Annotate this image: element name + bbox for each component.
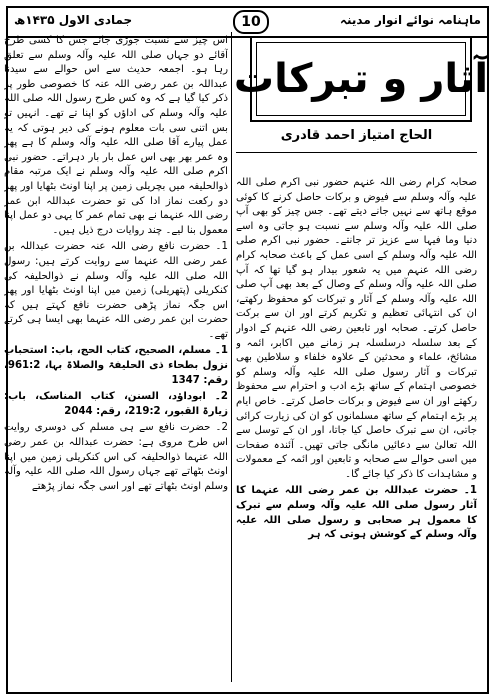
title-frame (233, 36, 489, 122)
magazine-name: ماہنامہ نوائے انوار مدینہ (339, 13, 481, 27)
left-column (4, 34, 228, 682)
paragraph: 2۔ حضرت نافع سے ہی مسلم کی دوسری روایت اس طرح مروی ہے: حضرت عبداللہ بن عمر رضی اللہ عنہما ذوالحلیفہ کی اس کنکریلی زمین میں اپنا اونٹ بٹھاتے تھے جہاں رسول اللہ صلی اللہ علیہ وآلہ وسلم اونٹ بٹھاتے تھے اور اسی جگہ نماز پڑھتے (4, 422, 228, 492)
reference: 1۔ مسلم، الصحیح، کتاب الحج، باب: استحباب نزول بطحاء ذی الحلیفۃ والصلاۃ بہا، 961:2، رقم: 1347 (4, 345, 228, 386)
column-divider (231, 32, 232, 682)
page-number: 10 (233, 10, 269, 34)
article-title: آثار و تبرکات (233, 56, 489, 102)
author-divider (236, 152, 477, 153)
paragraph: 1۔ حضرت نافع رضی اللہ عنہ حضرت عبداللہ بن عمر رضی اللہ عنہما سے روایت کرتے ہیں: رسول اللہ صلی اللہ علیہ وآلہ وسلم نے ذوالحلیفہ کی کنکریلی (پتھریلی) زمین میں اپنا اونٹ بٹھایا اور پھر اس جگہ نماز پڑھی حضرت نافع کہتے ہیں کہ حضرت ابن عمر رضی اللہ عنہما بھی ایسا ہی کرتے تھے۔ (4, 241, 228, 340)
article-author: الحاج امتیاز احمد قادری (280, 128, 433, 143)
paragraph: اس چیز سے نسبت جوڑی جائے جس کا کسی طرح آقائے دو جہاں صلی اللہ علیہ وآلہ وسلم سے تعلق رہا ہو۔ اجمعہ حدیث سے اس حوالے سے سیدنا عبداللہ بن عمر رضی اللہ عنہ کا خصوصی طور پر ذکر کیا گیا ہے کہ وہ کس طرح رسول اللہ صلی اللہ علیہ وآلہ وسلم کی اداؤں کو اپنا تے تھے۔ انہیں تو بس اتنی سی بات معلوم ہونے کی دیر ہوتی کہ یہ عمل پیارے آقا صلی اللہ علیہ وآلہ وسلم کا ہے پھر وہ عمر بھر بھی اس عمل بار بار دہراتے۔ حضور نبی اکرم صلی اللہ علیہ وآلہ وسلم نے ایک مرتبہ مقام ذوالحلیفہ میں بچریلی زمین پر اپنا اونٹ بٹھایا اور پھر دو رکعت نماز ادا کی تو حضرت عبداللہ ابن عمر رضی اللہ عنہما نے بھی تمام عمر کا یہی دو عمل اپنا معمول بنا لیے۔ چند روایات درج ذیل ہیں۔ (4, 35, 228, 236)
paragraph: صحابہ کرام رضی اللہ عنہم حضور نبی اکرم صلی اللہ علیہ وآلہ وسلم سے فیوض و برکات حاصل کرنے کا کوئی موقع ہاتھ سے نہیں جانے دیتے تھے۔ جس چیز کو بھی آپ صلی اللہ علیہ وآلہ وسلم سے نسبت ہو جاتی وہ اسے دنیا وما فیہا سے عزیز تر جانتے۔ حضور نبی اکرم صلی اللہ علیہ وآلہ وسلم کے اسی عمل کے باعث صحابہ کرام رضی اللہ عنہم میں یہ شعور بیدار ہو گیا تھا کہ آپ صلی اللہ علیہ وآلہ وسلم کے وصال کے بعد بھی آپ صلی اللہ علیہ وآلہ وسلم کے آثار و تبرکات کو محفوظ رکھتے، ان کی انتہائی تعظیم و تکریم کرتے اور ان سے برکت حاصل کرتے۔ صحابہ اور تابعین رضی اللہ عنہم کے ادوار کے بعد سلسلہ درسلسلہ ہر زمانے میں اکابر، ائمہ و مشائخ، علماء و محدثین کے علاوہ خلفاء و سلاطین بھی تبرکات و آثار رسول صلی اللہ علیہ وآلہ وسلم کو خصوصی اہتمام کے ساتھ بڑے ادب و احترام سے محفوظ رکھتے اور ان سے فیوض و برکات حاصل کرتے۔ خاص ایام پر بڑے اہتمام کے ساتھ مسلمانوں کو ان کی زیارت کرائی جاتی، ان سے تبرک حاصل کیا جاتا، اور ان کے توسل سے اللہ تعالیٰ سے دعائیں مانگی جاتی تھیں۔ آئندہ صفحات میں اسی حوالے سے صحابہ و تابعین اور ائمہ کے معمولات و مشاہدات کا ذکر کیا جائے گا۔ (236, 177, 477, 480)
right-column (236, 176, 477, 682)
issue-date: جمادی الاول ۱۴۳۵ھ (14, 13, 133, 27)
paragraph: 1۔ حضرت عبداللہ بن عمر رضی اللہ عنہما کا آثار رسول صلی اللہ علیہ وآلہ وسلم سے تبرک کا معمول ہر صحابی و رسول صلی اللہ علیہ وآلہ وسلم کے کوشش ہوتی کہ ہر (236, 485, 477, 541)
reference: 2۔ ابوداؤد، السنن، کتاب المناسک، باب: زیارۃ القبور، 219:2، رقم: 2044 (4, 391, 228, 417)
